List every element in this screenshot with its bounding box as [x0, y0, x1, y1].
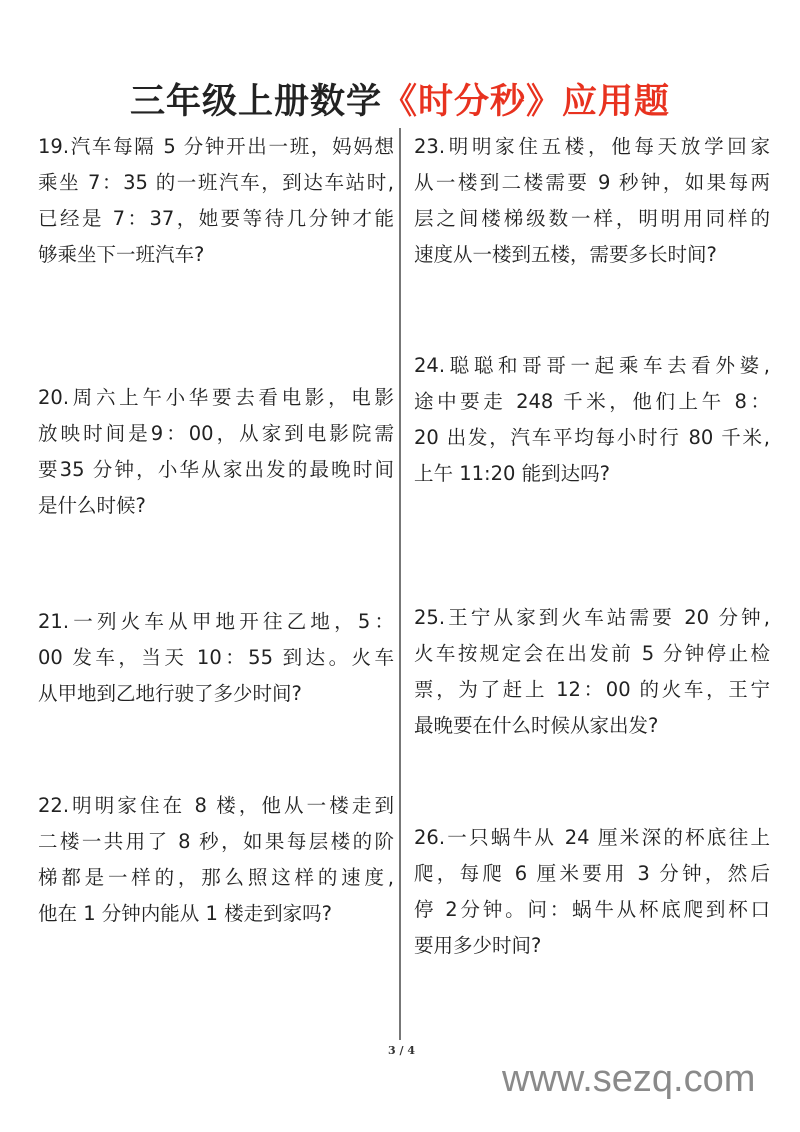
- page-title: [0, 74, 800, 124]
- question-line: 00 发车，当天 10：55 到达。火车: [38, 646, 394, 669]
- title-suffix: 应用题: [562, 82, 671, 122]
- question-line: 23.明明家住五楼，他每天放学回家: [414, 135, 770, 158]
- question-line: 从一楼到二楼需要 9 秒钟，如果每两: [414, 171, 770, 194]
- question-line: 二楼一共用了 8 秒，如果每层楼的阶: [38, 830, 394, 853]
- column-divider: [399, 128, 401, 1040]
- question-line: 乘坐 7：35 的一班汽车，到达车站时,: [38, 171, 394, 194]
- question-line: 是什么时候?: [38, 494, 146, 517]
- question-line: 放映时间是9：00，从家到电影院需: [38, 422, 394, 445]
- question-23: [414, 129, 770, 273]
- question-line: 够乘坐下一班汽车?: [38, 243, 205, 266]
- question-line: 20.周六上午小华要去看电影，电影: [38, 386, 394, 409]
- question-line: 梯都是一样的，那么照这样的速度,: [38, 866, 394, 889]
- question-21: [38, 604, 394, 712]
- question-line: 25.王宁从家到火车站需要 20 分钟,: [414, 606, 770, 629]
- question-line: 爬，每爬 6 厘米要用 3 分钟，然后: [414, 862, 770, 885]
- title-highlight: 《时分秒》: [381, 82, 562, 122]
- question-line: 24.聪聪和哥哥一起乘车去看外婆,: [414, 354, 770, 377]
- page-number: 3 / 4: [388, 1044, 415, 1057]
- question-line: 速度从一楼到五楼，需要多长时间?: [414, 243, 717, 266]
- question-line: 上午 11:20 能到达吗?: [414, 462, 610, 485]
- question-line: 要35 分钟，小华从家出发的最晚时间: [38, 458, 394, 481]
- question-25: [414, 600, 770, 744]
- question-line: 火车按规定会在出发前 5 分钟停止检: [414, 642, 770, 665]
- question-line: 层之间楼梯级数一样，明明用同样的: [414, 207, 770, 230]
- question-22: [38, 788, 394, 932]
- question-line: 21.一列火车从甲地开往乙地，5：: [38, 610, 394, 633]
- question-line: 26.一只蜗牛从 24 厘米深的杯底往上: [414, 826, 770, 849]
- question-line: 要用多少时间?: [414, 934, 542, 957]
- watermark: www.sezq.com: [502, 1058, 756, 1100]
- question-26: [414, 820, 770, 964]
- question-20: [38, 380, 394, 524]
- question-line: 他在 1 分钟内能从 1 楼走到家吗?: [38, 902, 332, 925]
- question-line: 票，为了赶上 12：00 的火车，王宁: [414, 678, 770, 701]
- question-19: [38, 129, 394, 273]
- question-24: [414, 348, 770, 492]
- question-line: 从甲地到乙地行驶了多少时间?: [38, 682, 302, 705]
- question-line: 20 出发，汽车平均每小时行 80 千米,: [414, 426, 770, 449]
- question-line: 19.汽车每隔 5 分钟开出一班，妈妈想: [38, 135, 394, 158]
- title-prefix: 三年级上册数学: [129, 82, 382, 122]
- question-line: 22.明明家住在 8 楼，他从一楼走到: [38, 794, 394, 817]
- question-line: 已经是 7：37，她要等待几分钟才能: [38, 207, 394, 230]
- question-line: 途中要走 248 千米，他们上午 8：: [414, 390, 770, 413]
- question-line: 最晚要在什么时候从家出发?: [414, 714, 659, 737]
- question-line: 停 2分钟。问：蜗牛从杯底爬到杯口: [414, 898, 770, 921]
